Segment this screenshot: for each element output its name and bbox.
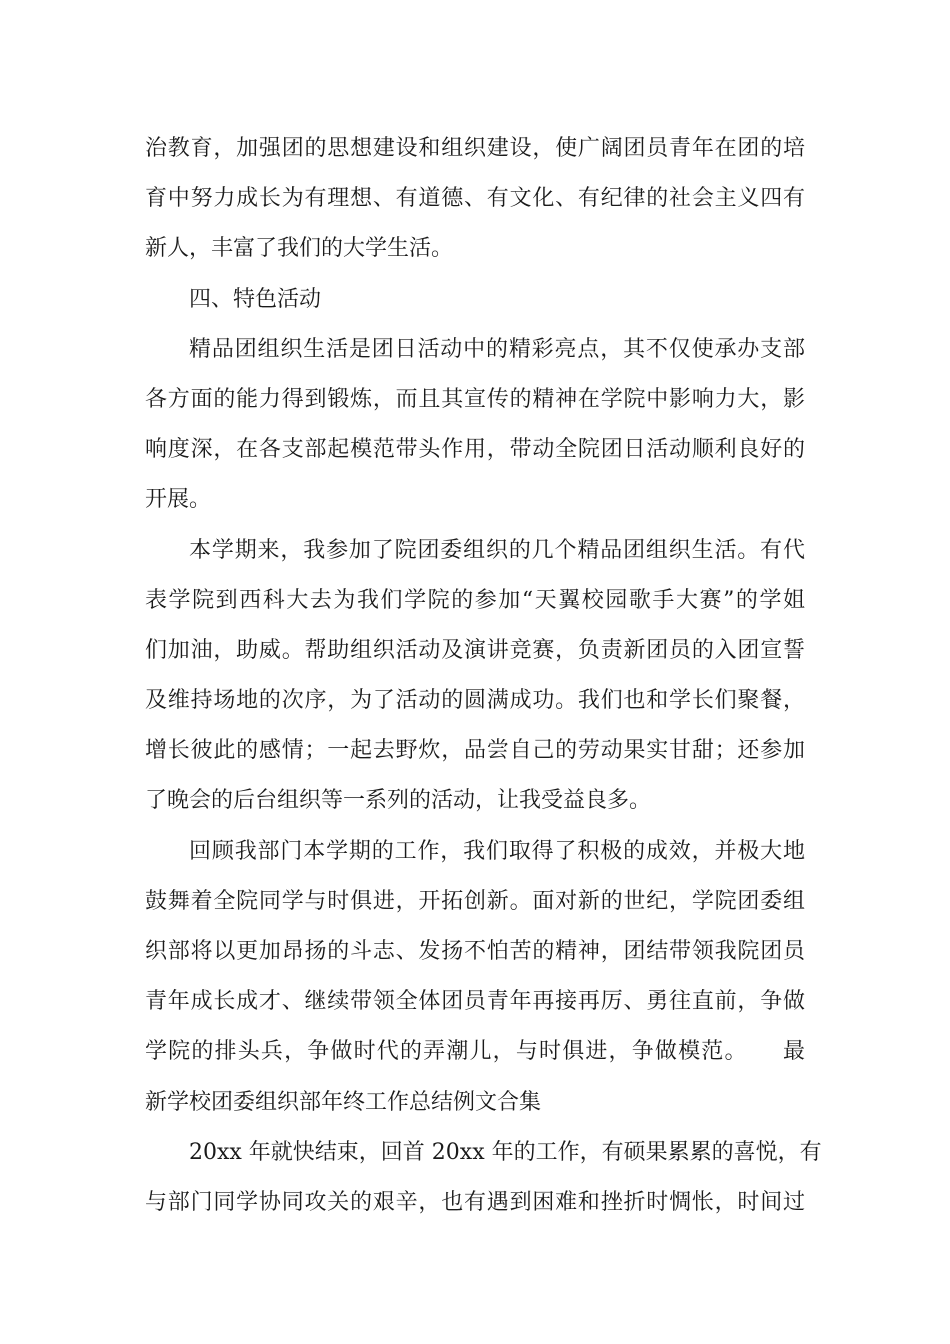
text-line: 织部将以更加昂扬的斗志、发扬不怕苦的精神，团结带领我院团员 [145,939,805,964]
text-line: 学院的排头兵，争做时代的弄潮儿，与时俱进，争做模范。 最 [145,1039,805,1065]
text-line: 开展。 [145,487,212,513]
text-line: 们加油，助威。帮助组织活动及演讲竞赛，负责新团员的入团宣誓 [145,637,805,663]
text-line: 各方面的能力得到锻炼，而且其宣传的精神在学院中影响力大，影 [145,386,805,412]
text-line: 了晚会的后台组织等一系列的活动，让我受益良多。 [145,788,652,814]
text-line: 治教育，加强团的思想建设和组织建设，使广阔团员青年在团的培 [145,136,805,161]
section-heading: 四、特色活动 [189,286,322,312]
text-line: 与部门同学协同攻关的艰辛，也有遇到困难和挫折时惆怅，时间过 [145,1189,805,1215]
text-line: 精品团组织生活是团日活动中的精彩亮点，其不仅使承办支部 [189,336,805,362]
text-line: 育中努力成长为有理想、有道德、有文化、有纪律的社会主义四有 [145,186,805,212]
text-line: 新人，丰富了我们的大学生活。 [145,236,454,262]
text-line: 表学院到西科大去为我们学院的参加“天翼校园歌手大赛”的学姐 [145,587,805,613]
text-line: 及维持场地的次序，为了活动的圆满成功。我们也和学长们聚餐， [145,688,805,714]
text-line: 20xx 年就快结束，回首 20xx 年的工作，有硕果累累的喜悦，有 [189,1139,822,1165]
text-line: 鼓舞着全院同学与时俱进，开拓创新。面对新的世纪，学院团委组 [145,888,805,914]
document-title-line: 新学校团委组织部年终工作总结例文合集 [145,1089,542,1115]
text-line: 青年成长成才、继续带领全体团员青年再接再厉、勇往直前，争做 [145,989,805,1015]
text-line: 回顾我部门本学期的工作，我们取得了积极的成效，并极大地 [189,838,805,864]
text-line: 增长彼此的感情；一起去野炊，品尝自己的劳动果实甘甜；还参加 [145,738,805,764]
text-line: 本学期来，我参加了院团委组织的几个精品团组织生活。有代 [189,537,805,563]
body-text [145,124,822,1228]
text-line: 响度深，在各支部起模范带头作用，带动全院团日活动顺利良好的 [145,437,805,463]
